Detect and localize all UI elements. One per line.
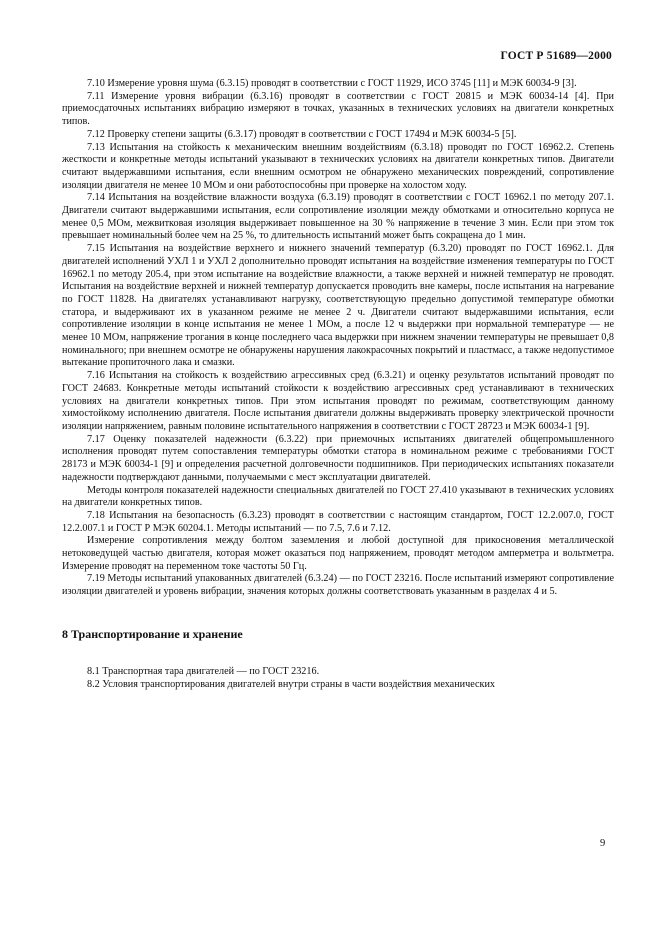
document-body — [62, 78, 614, 691]
paragraph-7-19: 7.19 Методы испытаний упакованных двигателей (6.3.24) — по ГОСТ 23216. После испытаний измеряют сопротивление изоляции двигателей и уровень вибрации, значения которых должны соответствовать указанным в разделах 4 и 5. — [62, 573, 614, 598]
paragraph-8-1: 8.1 Транспортная тара двигателей — по ГОСТ 23216. — [87, 665, 320, 677]
paragraph-7-12: 7.12 Проверку степени защиты (6.3.17) проводят в соответствии с ГОСТ 17494 и МЭК 60034-5 [5]. — [87, 128, 517, 140]
paragraph-8-2: 8.2 Условия транспортирования двигателей внутри страны в части воздействия механических — [87, 678, 496, 690]
paragraph-7-10: 7.10 Измерение уровня шума (6.3.15) проводят в соответствии с ГОСТ 11929, ИСО 3745 [11] и МЭК 60034-9 [3]. — [87, 78, 577, 89]
paragraph-7-18: 7.18 Испытания на безопасность (6.3.23) проводят в соответствии с настоящим стандартом, ГОСТ 12.2.007.0, ГОСТ 12.2.007.1 и ГОСТ Р МЭК 60204.1. Методы испытаний — по 7.5, 7.6 и 7.12. — [62, 509, 614, 534]
paragraph-7-11: 7.11 Измерение уровня вибрации (6.3.16) проводят в соответствии с ГОСТ 20815 и МЭК 60034-14 [4]. При приемосдаточных испытаниях вибрацию измеряют в точках, указанных в технических условиях на двигатели конкретных типов. — [62, 90, 614, 128]
section-title: 8 Транспортирование и хранение — [62, 626, 243, 641]
paragraph-7-17: 7.17 Оценку показателей надежности (6.3.22) при приемочных испытаниях двигателей общепромышленного исполнения проводят путем сопоставления температуры обмотки статора в номинальном режиме с требованиями ГОСТ 28173 и МЭК 60034-1 [9] и определения расчетной долговечности подшипников. При периодических испытаниях показатели надежности подтверждают данными, получаемыми с мест эксплуатации двигателей. — [62, 433, 614, 483]
paragraph-grounding-measurement: Измерение сопротивления между болтом заземления и любой доступной для прикосновения металлической нетоковедущей частью двигателя, которая может оказаться под напряжением, проводят методом амперметра и вольтметра. Измерение проводят на переменном токе частоты 50 Гц. — [62, 535, 614, 572]
paragraph-7-16: 7.16 Испытания на стойкость к воздействию агрессивных сред (6.3.21) и оценку результатов испытаний проводят по ГОСТ 24683. Конкретные методы испытаний стойкости к воздействию агрессивных сред устанавливают в технических условиях на двигатели конкретных типов. При этом испытания проводят по режимам, соответствующим данному химостойкому исполнению двигателя. После испытания двигатели должны выдерживать проверку электрической прочности изоляции напряжением, равным половине испытательного напряжения в соответствии с ГОСТ 28723 и МЭК 60034-1 [9]. — [62, 370, 614, 432]
document-header: ГОСТ Р 51689—2000 — [500, 50, 612, 62]
paragraph-7-14: 7.14 Испытания на воздействие влажности воздуха (6.3.19) проводят в соответствии с ГОСТ 16962.1 по методу 207.1. Двигатели считают выдержавшими испытания, если сопротивление изоляции между обмотками и относительно корпуса не менее 0,5 МОм, межвитковая изоляция выдерживает повышенное на 30 % напряжение в течение 3 мин. Если при этом ток превышает номинальный более чем на 25 %, то длительность испытаний может быть сокращена до 1 мин. — [62, 192, 614, 242]
paragraph-reliability-methods: Методы контроля показателей надежности специальных двигателей по ГОСТ 27.410 указывают в технических условиях на двигатели конкретных типов. — [62, 484, 614, 509]
page-number: 9 — [600, 838, 606, 849]
paragraph-7-13: 7.13 Испытания на стойкость к механическим внешним воздействиям (6.3.18) проводят по ГОСТ 16962.2. Степень жесткости и конкретные методы испытаний указывают в технических условиях на двигатели конкретных типов. Двигатели считают выдержавшими испытания, если внешним осмотром не обнаружено механических повреждений, сопротивление изоляции двигателя не менее 10 МОм и они работоспособны при проверке на холостом ходу. — [62, 141, 614, 191]
paragraph-7-15: 7.15 Испытания на воздействие верхнего и нижнего значений температур (6.3.20) проводят по ГОСТ 16962.1. Для двигателей исполнений УХЛ 1 и УХЛ 2 дополнительно проводят испытания на воздействие изменения температуры по ГОСТ 16962.1 по методу 205.4, при этом испытание на воздействие влажности, а также верхней и нижней температур не проводят. Испытания на воздействие верхней и нижней температур допускается проводить вне камеры, после испытания на нагревание по ГОСТ 11828. На двигателях устанавливают нагрузку, соответствующую предельно допустимой температуре обмотки статора, и выдерживают их в указанном режиме не менее 2 ч. Двигатели считают выдержавшими испытания, если сопротивление изоляции в конце испытания не менее 1 МОм, а после 12 ч выдержки при нормальной температуре — не менее 10 МОм, напряжение трогания в конце последнего часа выдержки при нижнем значении температуры не превышает 0,8 номинального; при внешнем осмотре не обнаружены нарушения лакокрасочных покрытий и пластмасс, а также недопустимое вытекание пропиточного лака и смазки. — [62, 243, 614, 369]
